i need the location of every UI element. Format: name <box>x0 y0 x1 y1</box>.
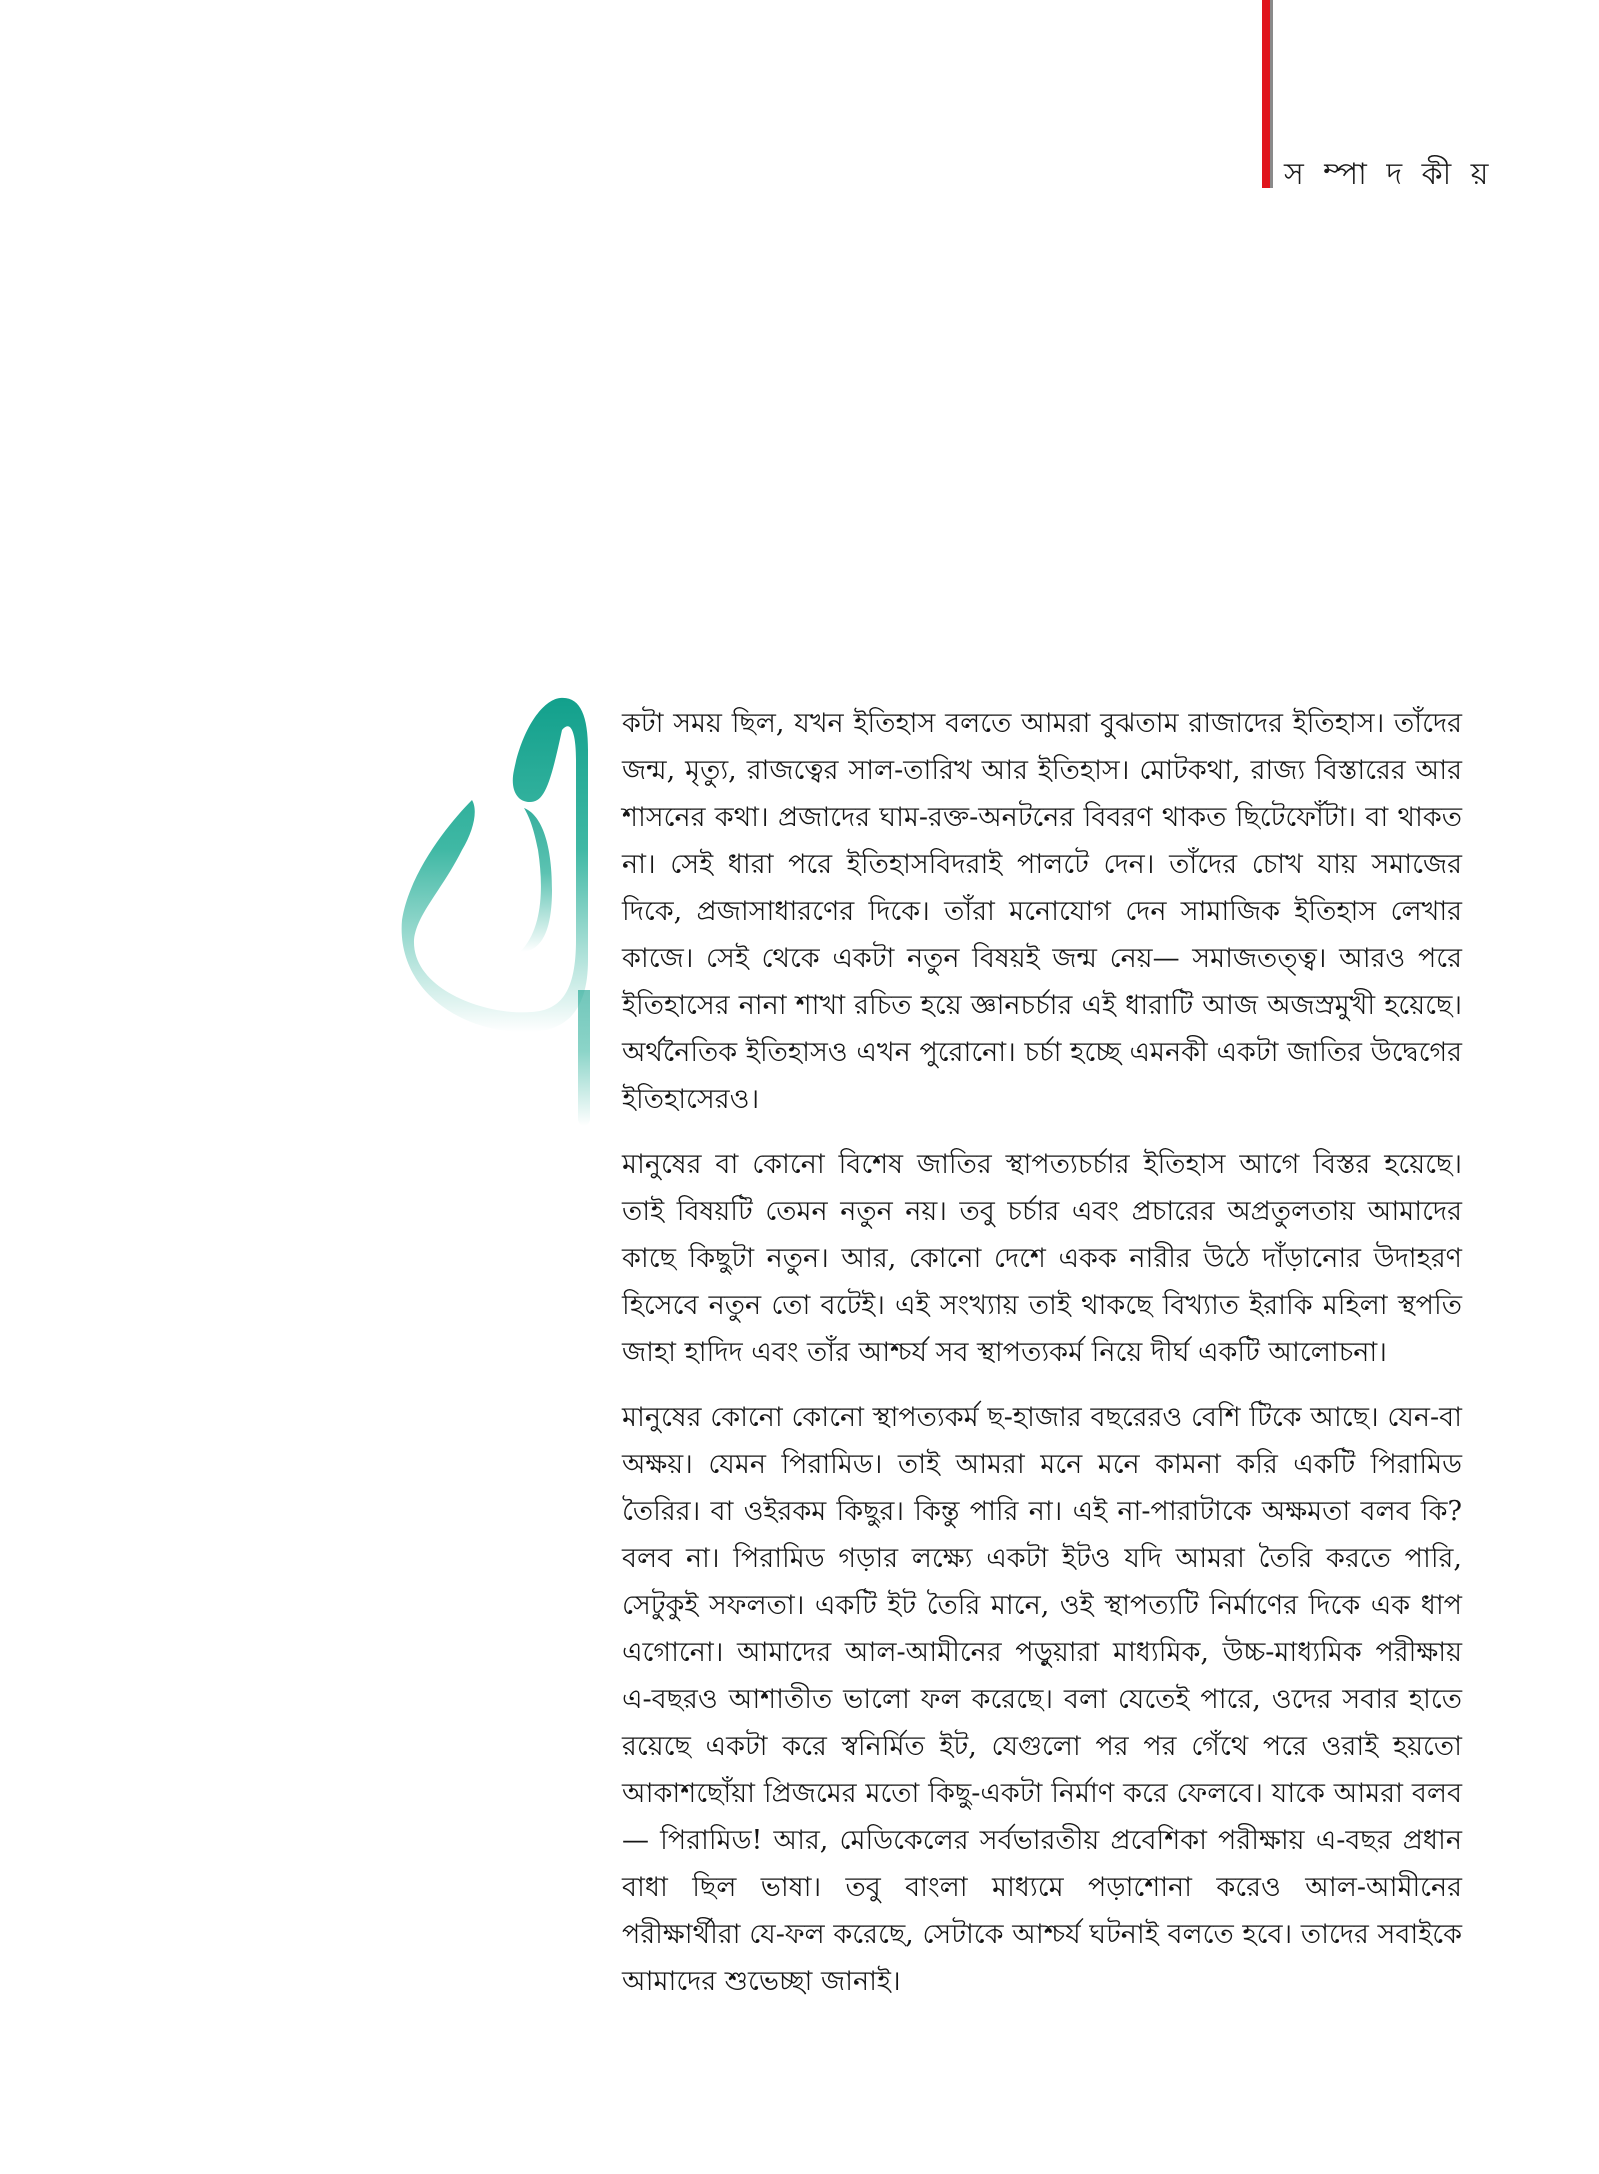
section-label: স ম্পা দ কী য় <box>1284 157 1494 192</box>
header-accent-bar <box>1262 0 1270 188</box>
article-paragraph: কটা সময় ছিল, যখন ইতিহাস বলতে আমরা বুঝতাম রাজাদের ইতিহাস। তাঁদের জন্ম, মৃত্যু, রাজত্বের সাল-তারিখ আর ইতিহাস। মোটকথা, রাজ্য বিস্তারের আর শাসনের কথা। প্রজাদের ঘাম-রক্ত-অনটনের বিবরণ থাকত ছিটেফোঁটা। বা থাকত না। সেই ধারা পরে ইতিহাসবিদরাই পালটে দেন। তাঁদের চোখ যায় সমাজের দিকে, প্রজাসাধারণের দিকে। তাঁরা মনোযোগ দেন সামাজিক ইতিহাস লেখার কাজে। সেই থেকে একটা নতুন বিষয়ই জন্ম নেয়— সমাজতত্ত্ব। আরও পরে ইতিহাসের নানা শাখা রচিত হয়ে জ্ঞানচর্চার এই ধারাটি আজ অজস্রমুখী হয়েছে। অর্থনৈতিক ইতিহাসও এখন পুরোনো। চর্চা হচ্ছে এমনকী একটা জাতির উদ্বেগের ইতিহাসেরও। <box>622 708 1462 1115</box>
article-paragraph: মানুষের বা কোনো বিশেষ জাতির স্থাপত্যচর্চার ইতিহাস আগে বিস্তর হয়েছে। তাই বিষয়টি তেমন নতুন নয়। তবু চর্চার এবং প্রচারের অপ্রতুলতায় আমাদের কাছে কিছুটা নতুন। আর, কোনো দেশে একক নারীর উঠে দাঁড়ানোর উদাহরণ হিসেবে নতুন তো বটেই। এই সংখ্যায় তাই থাকছে বিখ্যাত ইরাকি মহিলা স্থপতি জাহা হাদিদ এবং তাঁর আশ্চর্য সব স্থাপত্যকর্ম নিয়ে দীর্ঘ একটি আলোচনা। <box>622 1149 1462 1368</box>
header-accent-bar-shadow <box>1270 0 1273 188</box>
article-paragraph: মানুষের কোনো কোনো স্থাপত্যকর্ম ছ-হাজার বছরেরও বেশি টিকে আছে। যেন-বা অক্ষয়। যেমন পিরামিড। তাই আমরা মনে মনে কামনা করি একটি পিরামিড তৈরির। বা ওইরকম কিছুর। কিন্তু পারি না। এই না-পারাটাকে অক্ষমতা বলব কি? বলব না। পিরামিড গড়ার লক্ষ্যে একটা ইটও যদি আমরা তৈরি করতে পারি, সেটুকুই সফলতা। একটি ইট তৈরি মানে, ওই স্থাপত্যটি নির্মাণের দিকে এক ধাপ এগোনো। আমাদের আল-আমীনের পড়ুয়ারা মাধ্যমিক, উচ্চ-মাধ্যমিক পরীক্ষায় এ-বছরও আশাতীত ভালো ফল করেছে। বলা যেতেই পারে, ওদের সবার হাতে রয়েছে একটা করে স্বনির্মিত ইট, যেগুলো পর পর গেঁথে পরে ওরাই হয়তো আকাশছোঁয়া প্রিজমের মতো কিছু-একটা নির্মাণ করে ফেলবে। যাকে আমরা বলব— পিরামিড! আর, মেডিকেলের সর্বভারতীয় প্রবেশিকা পরীক্ষায় এ-বছর প্রধান বাধা ছিল ভাষা। তবু বাংলা মাধ্যমে পড়াশোনা করেও আল-আমীনের পরীক্ষার্থীরা যে-ফল করেছে, সেটাকে আশ্চর্য ঘটনাই বলতে হবে। তাদের সবাইকে আমাদের শুভেচ্ছা জানাই। <box>622 1402 1462 1997</box>
drop-cap-letter <box>392 690 602 1130</box>
editorial-article <box>622 700 1462 2023</box>
